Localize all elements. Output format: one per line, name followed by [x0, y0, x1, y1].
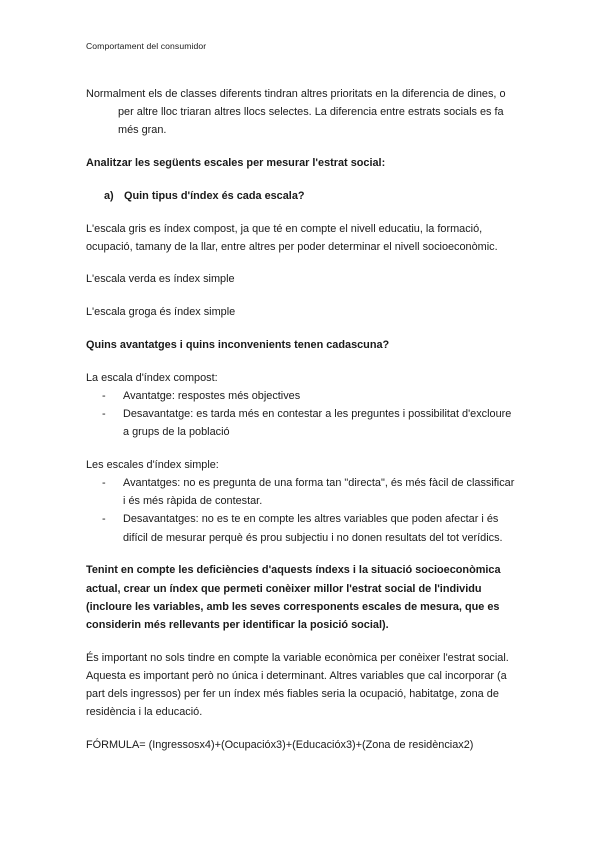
- list-item-text: Desavantatges: no es te en compte les altres variables que poden afectar i és difícil de mesurar perquè és prou subjectiu i no donen resultats del tot verídics.: [123, 513, 503, 544]
- list-item-text: Avantatge: respostes més objectives: [123, 389, 301, 402]
- green-scale-paragraph: L'escala verda es índex simple: [86, 273, 235, 286]
- list-item-text: Avantatges: no es pregunta de una forma tan "directa", és més fàcil de classificar i és més ràpida de contestar.: [123, 477, 515, 508]
- bullet-mark: -: [102, 407, 106, 420]
- importance-paragraph: És important no sols tindre en compte la variable econòmica per conèixer l'estrat social. Aquesta es important però no única i determinant. Altres variables que cal incorporar (a part dels ingressos) per fer un índex més fiables seria la ocupació, habitatge, zona de residència i la educació.: [86, 651, 509, 719]
- intro-paragraph: Normalment els de classes diferents tindran altres prioritats en la diferencia de dines, o per altre lloc triaran altres llocs selectes. La diferencia entre estrats socials es fa més gran.: [86, 88, 506, 137]
- composite-list: [86, 387, 516, 442]
- subquestion-text: Quin tipus d'índex és cada escala?: [124, 189, 305, 202]
- subquestion-number: a): [104, 189, 114, 202]
- list-item: [86, 387, 516, 405]
- bullet-mark: -: [102, 477, 106, 490]
- page-header: Comportament del consumidor: [86, 41, 207, 51]
- bold-paragraph: Tenint en compte les deficiències d'aquests índexs i la situació socioeconòmica actual, crear un índex que permeti conèixer millor l'estrat social de l'individu (incloure les variables, amb les seves corresponents escales de mesura, que es considerin més rellevants per identificar la posició social).: [86, 564, 501, 631]
- formula-line: FÓRMULA= (Ingressosx4)+(Ocupacióx3)+(Educacióx3)+(Zona de residènciax2): [86, 738, 474, 751]
- list-item: [86, 510, 516, 546]
- list-item: [86, 474, 516, 510]
- question-heading: Analitzar les següents escales per mesurar l'estrat social:: [86, 157, 386, 170]
- subquestion-a: [104, 187, 516, 205]
- simple-list: [86, 474, 516, 547]
- yellow-scale-paragraph: L'escala groga és índex simple: [86, 306, 236, 319]
- bullet-mark: -: [102, 513, 106, 526]
- gray-scale-paragraph: L'escala gris es índex compost, ja que té en compte el nivell educatiu, la formació, ocupació, tamany de la llar, entre altres per poder determinar el nivell socioeconòmic.: [86, 222, 498, 253]
- list-item: [86, 405, 516, 441]
- list-item-text: Desavantatge: es tarda més en contestar a les preguntes i possibilitat d'excloure a grups de la població: [123, 407, 512, 439]
- composite-label: La escala d'índex compost:: [86, 371, 218, 384]
- bullet-mark: -: [102, 389, 106, 402]
- pros-cons-heading: Quins avantatges i quins inconvenients tenen cadascuna?: [86, 338, 390, 351]
- document-body: [86, 85, 516, 754]
- simple-label: Les escales d'índex simple:: [86, 458, 219, 471]
